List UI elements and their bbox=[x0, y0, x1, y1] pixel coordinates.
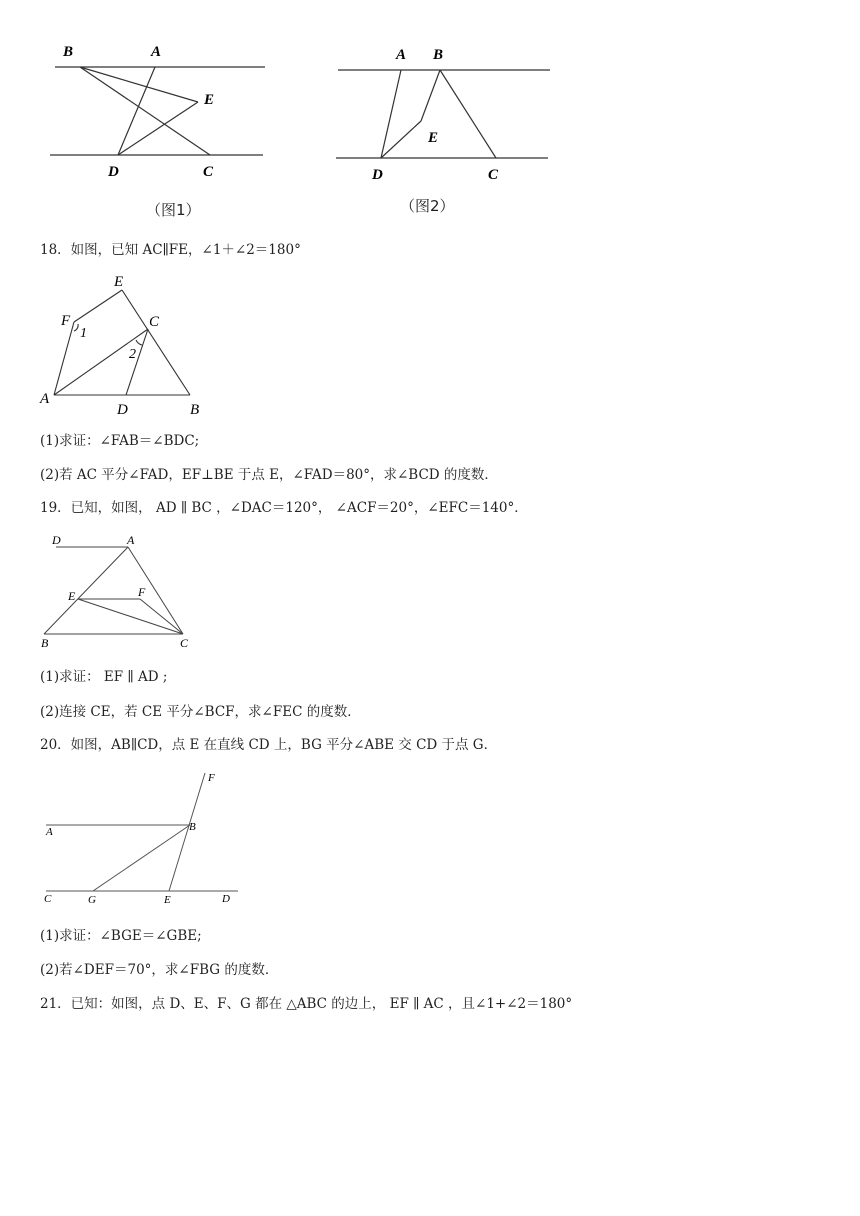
q19-label-A: A bbox=[127, 533, 135, 547]
q20-part2: (2)若∠DEF＝70°，求∠FBG 的度数． bbox=[40, 962, 279, 978]
q20-label-C: C bbox=[44, 893, 52, 905]
fig2-label-B: B bbox=[433, 47, 444, 63]
q20-figure bbox=[0, 0, 280, 920]
q20-label-E: E bbox=[164, 894, 171, 906]
fig1-label-C: C bbox=[203, 164, 214, 180]
fig1-label-D: D bbox=[108, 164, 119, 180]
fig1-label-B: B bbox=[63, 44, 74, 60]
q19-part1: (1)求证： EF ∥ AD ; bbox=[40, 669, 168, 685]
q19-label-E: E bbox=[68, 589, 76, 603]
fig1-caption: （图1） bbox=[146, 201, 201, 219]
q20-label-A: A bbox=[46, 826, 53, 838]
q18-label-1: 1 bbox=[80, 326, 87, 341]
fig2-label-D: D bbox=[372, 167, 383, 183]
q18-stem: 18．如图，已知 AC∥FE，∠1＋∠2＝180° bbox=[40, 242, 301, 258]
q18-label-F: F bbox=[61, 313, 71, 329]
q18-label-E: E bbox=[114, 274, 124, 290]
q19-label-C: C bbox=[180, 636, 189, 650]
fig1-label-A: A bbox=[151, 44, 162, 60]
q20-label-G: G bbox=[88, 894, 96, 906]
q18-label-A: A bbox=[40, 391, 50, 407]
q18-label-B: B bbox=[190, 402, 200, 418]
q18-part2: (2)若 AC 平分∠FAD，EF⊥BE 于点 E，∠FAD＝80°，求∠BCD 的度数． bbox=[40, 467, 498, 483]
q19-label-F: F bbox=[138, 585, 146, 599]
q18-label-C: C bbox=[149, 314, 160, 330]
q18-label-2: 2 bbox=[129, 347, 136, 362]
q20-label-B: B bbox=[189, 821, 196, 833]
q19-part2: (2)连接 CE，若 CE 平分∠BCF，求∠FEC 的度数． bbox=[40, 704, 361, 720]
fig2-caption: （图2） bbox=[400, 197, 455, 215]
fig2-label-E: E bbox=[428, 130, 439, 146]
fig2-label-C: C bbox=[488, 167, 499, 183]
q20-label-F: F bbox=[208, 772, 215, 784]
q19-label-B: B bbox=[41, 636, 49, 650]
q21-stem: 21．已知：如图，点 D、E、F、G 都在 △ABC 的边上， EF ∥ AC ，且∠1+∠2＝180° bbox=[40, 996, 573, 1012]
fig1-label-E: E bbox=[204, 92, 215, 108]
q20-stem: 20．如图，AB∥CD，点 E 在直线 CD 上，BG 平分∠ABE 交 CD 于点 G． bbox=[40, 737, 498, 753]
q20-part1: (1)求证：∠BGE＝∠GBE; bbox=[40, 928, 202, 944]
fig2-label-A: A bbox=[396, 47, 407, 63]
q20-label-D: D bbox=[222, 893, 230, 905]
q19-label-D: D bbox=[52, 533, 61, 547]
q18-label-D: D bbox=[117, 402, 128, 418]
q18-part1: (1)求证：∠FAB＝∠BDC; bbox=[40, 433, 200, 449]
q19-stem: 19．已知，如图， AD ∥ BC ，∠DAC＝120°， ∠ACF＝20°，∠EFC＝140°． bbox=[40, 500, 528, 516]
